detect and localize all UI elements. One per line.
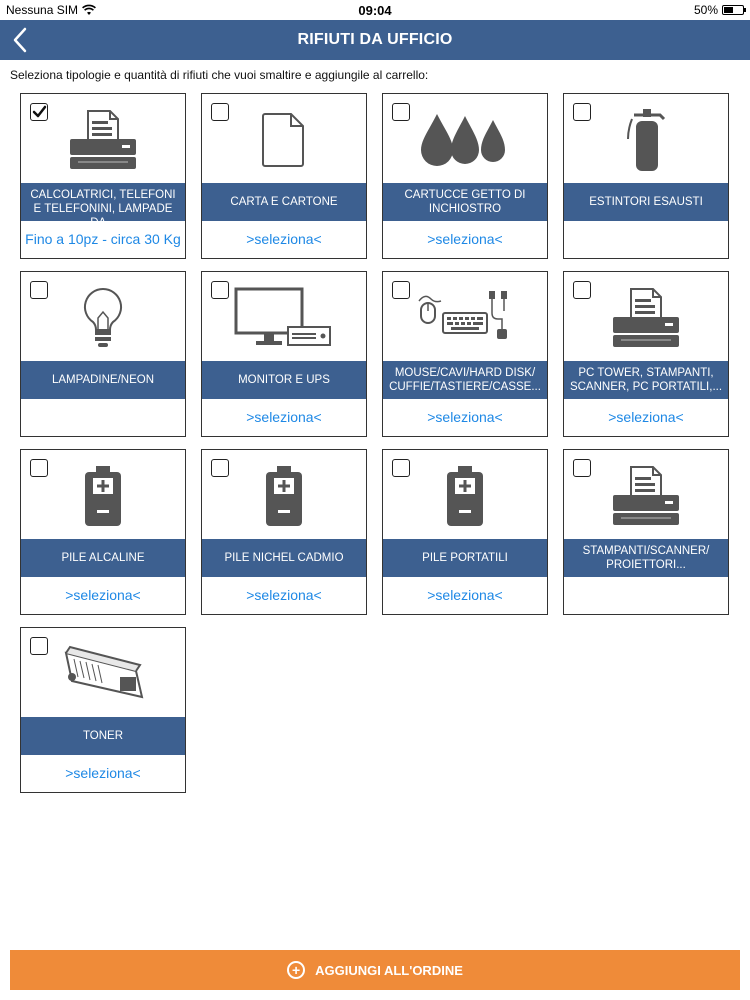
item-label-band — [21, 539, 185, 577]
item-label: CALCOLATRICI, TELEFONI E TELEFONINI, LAMPADE DA... — [30, 189, 176, 229]
item-select-link[interactable]: >seleziona< — [246, 587, 322, 603]
waste-card[interactable] — [563, 449, 729, 615]
item-label: CARTA E CARTONE — [230, 196, 338, 208]
carrier-label: Nessuna SIM — [6, 3, 79, 17]
status-bar — [0, 0, 750, 20]
waste-card[interactable] — [20, 449, 186, 615]
item-label: PILE ALCALINE — [61, 552, 145, 564]
printer-icon — [564, 278, 728, 358]
fire-extinguisher-icon — [564, 100, 728, 180]
toner-icon — [21, 634, 185, 714]
item-label: CARTUCCE GETTO DI INCHIOSTRO — [404, 189, 526, 215]
item-label-band — [383, 183, 547, 221]
printer-icon — [21, 100, 185, 180]
status-time: 09:04 — [358, 3, 392, 18]
item-label: MOUSE/CAVI/HARD DISK/ CUFFIE/TASTIERE/CASSE... — [389, 367, 541, 393]
item-label: STAMPANTI/SCANNER/ PROIETTORI... — [582, 545, 710, 571]
ink-drops-icon — [383, 100, 547, 180]
monitor-icon — [202, 278, 366, 358]
lightbulb-icon — [21, 278, 185, 358]
document-icon — [202, 100, 366, 180]
item-select-link[interactable]: >seleziona< — [65, 587, 141, 603]
item-label-band — [202, 361, 366, 399]
item-select-link[interactable]: >seleziona< — [608, 409, 684, 425]
waste-card[interactable] — [201, 271, 367, 437]
battery-icon — [202, 456, 366, 536]
item-label-band — [383, 539, 547, 577]
waste-card[interactable] — [563, 271, 729, 437]
item-select-link[interactable]: >seleziona< — [65, 765, 141, 781]
waste-card[interactable] — [20, 271, 186, 437]
item-select-link[interactable]: >seleziona< — [427, 231, 503, 247]
item-label: PILE NICHEL CADMIO — [224, 552, 344, 564]
waste-card[interactable] — [201, 93, 367, 259]
add-to-order-button[interactable] — [10, 950, 740, 990]
item-label-band — [21, 717, 185, 755]
item-label: LAMPADINE/NEON — [51, 374, 155, 386]
battery — [694, 3, 744, 17]
waste-card[interactable] — [201, 449, 367, 615]
instructions: Seleziona tipologie e quantità di rifiuti che vuoi smaltire e aggiungile al carrello: — [10, 68, 429, 82]
waste-card[interactable] — [20, 627, 186, 793]
waste-card[interactable] — [382, 271, 548, 437]
item-label-band — [564, 183, 728, 221]
nav-bar — [0, 20, 750, 60]
plus-circle-icon: + — [287, 961, 305, 979]
item-label-band — [564, 361, 728, 399]
item-label-band — [21, 183, 185, 229]
item-label-band — [202, 539, 366, 577]
item-label: PILE PORTATILI — [422, 552, 508, 564]
item-select-link[interactable]: >seleziona< — [427, 587, 503, 603]
item-select-link[interactable]: Fino a 10pz - circa 30 Kg — [25, 231, 181, 247]
item-select-link[interactable]: >seleziona< — [246, 231, 322, 247]
waste-card[interactable] — [382, 93, 548, 259]
keyboard-mouse-icon — [383, 278, 547, 358]
item-select-link[interactable]: >seleziona< — [427, 409, 503, 425]
item-select-link[interactable]: >seleziona< — [246, 409, 322, 425]
printer-icon — [564, 456, 728, 536]
item-label-band — [564, 539, 728, 577]
battery-icon — [383, 456, 547, 536]
item-label-band — [202, 183, 366, 221]
battery-icon — [722, 5, 744, 15]
battery-percent: 50% — [693, 3, 718, 17]
item-label: PC TOWER, STAMPANTI, SCANNER, PC PORTATILI,... — [569, 367, 723, 393]
item-label-band — [21, 361, 185, 399]
waste-card[interactable] — [563, 93, 729, 259]
item-label-band — [383, 361, 547, 399]
waste-grid — [20, 93, 730, 793]
battery-icon — [21, 456, 185, 536]
page-title: RIFIUTI DA UFFICIO — [297, 31, 453, 48]
item-label: TONER — [82, 730, 124, 742]
waste-card[interactable] — [20, 93, 186, 259]
item-label: MONITOR E UPS — [238, 374, 330, 386]
add-to-order-label: AGGIUNGI ALL'ORDINE — [315, 962, 463, 978]
item-label: ESTINTORI ESAUSTI — [589, 196, 703, 208]
waste-card[interactable] — [382, 449, 548, 615]
